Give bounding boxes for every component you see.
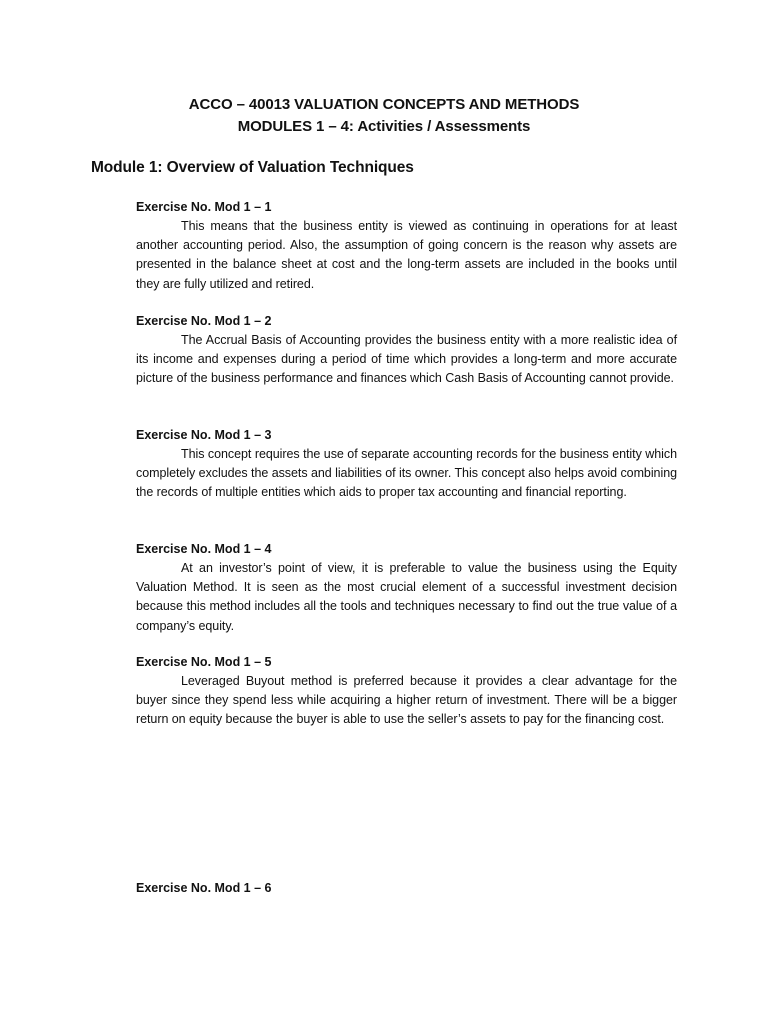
exercise-title: Exercise No. Mod 1 – 5 — [136, 655, 272, 669]
exercise-answer: At an investor’s point of view, it is preferable to value the business using the Equity Valuation Method. It is seen as the most crucial element of a successful investment decision because this method includes all the tools and techniques necessary to find out the true value of a company’s equity. — [136, 561, 677, 633]
exercise-section — [136, 653, 677, 730]
module-heading: Module 1: Overview of Valuation Techniques — [91, 159, 414, 176]
exercise-title: Exercise No. Mod 1 – 4 — [136, 542, 272, 556]
exercise-answer: Leveraged Buyout method is preferred because it provides a clear advantage for the buyer since they spend less while acquiring a higher return of investment. There will be a bigger return on equity because the buyer is able to use the seller’s assets to pay for the financing cost. — [136, 674, 677, 727]
exercise-section — [136, 198, 677, 294]
exercise-title: Exercise No. Mod 1 – 6 — [136, 881, 272, 895]
exercise-answer: The Accrual Basis of Accounting provides the business entity with a more realistic idea of its income and expenses during a period of time which provides a long-term and more accurate picture of the business performance and finances which Cash Basis of Accounting cannot provide. — [136, 333, 677, 386]
exercise-section — [136, 879, 677, 898]
exercise-title: Exercise No. Mod 1 – 3 — [136, 428, 272, 442]
exercise-title: Exercise No. Mod 1 – 2 — [136, 314, 272, 328]
exercise-answer: This means that the business entity is viewed as continuing in operations for at least another accounting period. Also, the assumption of going concern is the reason why assets are presented in the balance sheet at cost and the long-term assets are included in the books until they are fully utilized and retired. — [136, 219, 677, 291]
exercise-section — [136, 426, 677, 503]
exercise-title: Exercise No. Mod 1 – 1 — [136, 200, 272, 214]
exercise-answer: This concept requires the use of separate accounting records for the business entity which completely excludes the assets and liabilities of its owner. This concept also helps avoid combining the records of multiple entities which aids to proper tax accounting and financial reporting. — [136, 447, 677, 500]
document-subtitle: MODULES 1 – 4: Activities / Assessments — [237, 118, 531, 135]
exercise-section — [136, 540, 677, 636]
exercise-section — [136, 312, 677, 389]
document-title: ACCO – 40013 VALUATION CONCEPTS AND METHODS — [188, 96, 580, 113]
